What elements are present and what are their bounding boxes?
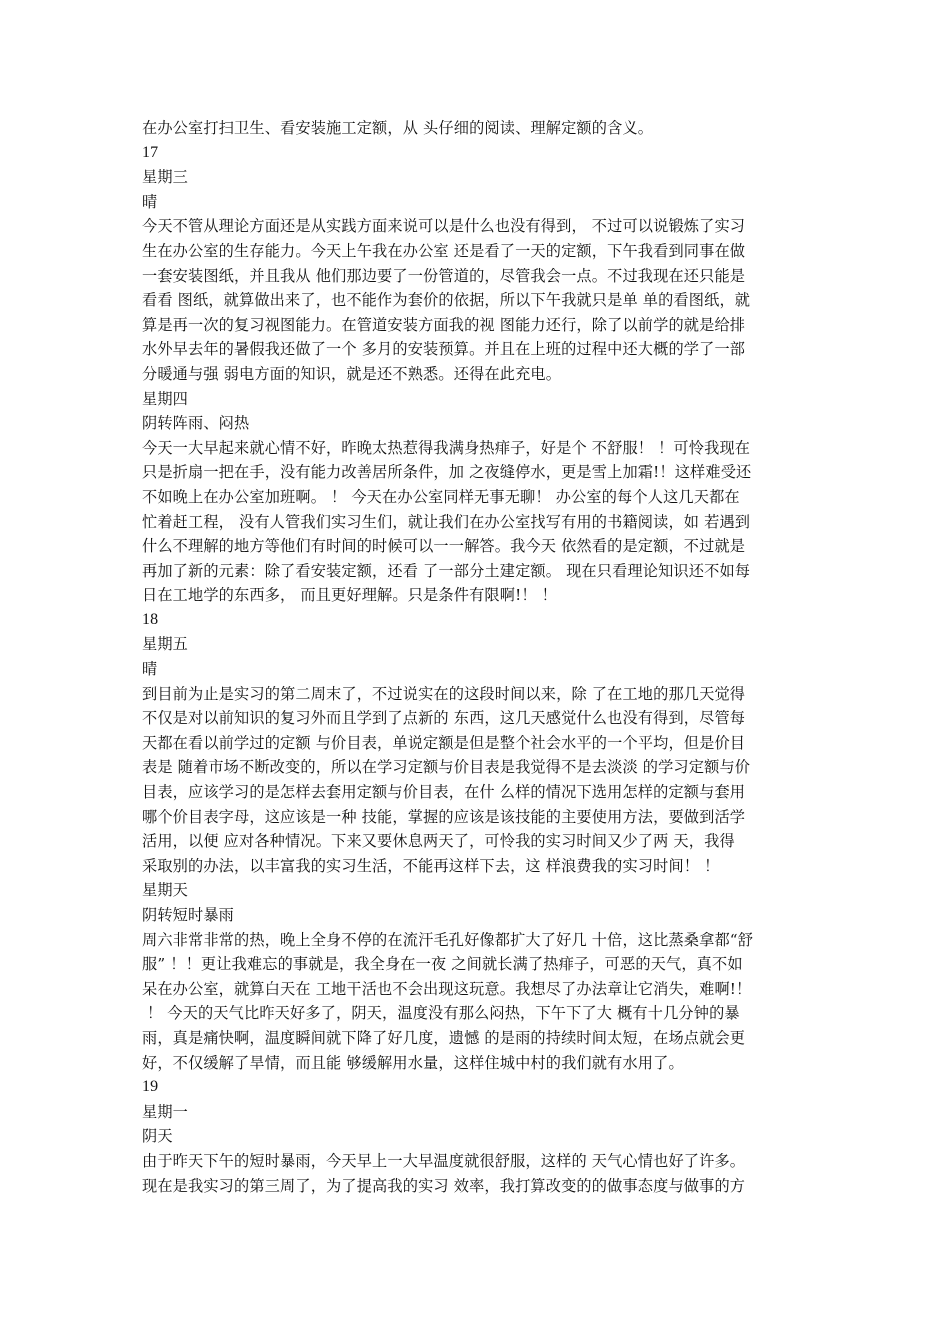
text-line: 哪个价目表字母，这应该是一种 技能，掌握的应该是该技能的主要使用方法，要做到活学 [142,807,746,826]
text-line: 周六非常非常的热，晚上全身不停的在流汗毛孔好像都扩大了好几 十倍，这比蒸桑拿都“舒 [142,930,754,949]
text-line: 看看 图纸，就算做出来了，也不能作为套价的依据，所以下午我就只是单 单的看图纸，就 [142,291,751,310]
date-number: 17 [142,143,159,161]
text-line: 今天一大早起来就心情不好，昨晚太热惹得我满身热痱子，好是个 不舒服！ ！可怜我现在 [142,438,751,457]
text-line: 天都在看以前学过的定额 与价目表，单说定额是但是整个社会水平的一个平均，但是价目 [142,733,746,752]
text-line: 由于昨天下午的短时暴雨，今天早上一大早温度就很舒服，这样的 天气心情也好了许多。 [142,1151,746,1170]
document-page [142,116,812,1198]
date-number: 18 [142,610,159,628]
weather-label: 阴转阵雨、闷热 [142,414,250,433]
text-line: 服” ！！更让我难忘的事就是，我全身在一夜 之间就长满了热痱子，可恶的天气，真不如 [142,955,743,974]
text-line: 雨，真是痛快啊，温度瞬间就下降了好几度，遗憾 的是雨的持续时间太短，在场点就会更 [142,1028,746,1047]
text-line: 算是再一次的复习视图能力。在管道安装方面我的视 图能力还行，除了以前学的就是给排 [142,315,746,334]
weather-label: 阴转短时暴雨 [142,906,235,924]
weather-label: 阴天 [142,1127,173,1146]
weather-label: 晴 [142,192,158,211]
text-line: 不仅是对以前知识的复习外而且学到了点新的 东西，这几天感觉什么也没有得到，尽管每 [142,709,746,728]
weather-label: 晴 [142,660,158,679]
text-line: 到目前为止是实习的第二周末了，不过说实在的这段时间以来，除 了在工地的那几天觉得 [142,684,746,703]
text-line: ！ 今天的天气比昨天好多了，阴天，温度没有那么闷热，下午下了大 概有十几分钟的暴 [142,1004,740,1023]
text-line: 再加了新的元素：除了看安装定额，还看 了一部分土建定额。 现在只看理论知识还不如每 [142,561,751,580]
text-line: 今天不管从理论方面还是从实践方面来说可以是什么也没有得到， 不过可以说锻炼了实习 [142,217,746,236]
text-line: 目表，应该学习的是怎样去套用定额与价目表，在什 么样的情况下选用怎样的定额与套用 [142,783,746,802]
text-line: 分暖通与强 弱电方面的知识，就是还不熟悉。还得在此充电。 [142,364,562,383]
text-line: 水外早去年的暑假我还做了一个 多月的安装预算。并且在上班的过程中还大概的学了一部 [142,340,746,359]
text-line: 好，不仅缓解了旱情，而且能 够缓解用水量，这样住城中村的我们就有水用了。 [142,1053,684,1072]
weekday-heading: 星期一 [142,1102,189,1121]
text-line: 日在工地学的东西多， 而且更好理解。只是条件有限啊!！ ！ [142,586,557,605]
text-line: 什么不理解的地方等他们有时间的时候可以一一解答。我今天 依然看的是定额，不过就是 [142,537,746,556]
text-line: 生在办公室的生存能力。今天上午我在办公室 还是看了一天的定额，下午我看到同事在做 [142,241,746,260]
text-line: 呆在办公室，就算白天在 工地干活也不会出现这玩意。我想尽了办法章让它消失，难啊!！ [142,979,752,998]
text-line: 一套安装图纸，并且我从 他们那边要了一份管道的，尽管我会一点。不过我现在还只能是 [142,266,746,285]
weekday-heading: 星期三 [142,168,189,187]
text-line: 活用，以便 应对各种情况。下来又要休息两天了，可怜我的实习时间又少了两 天，我得 [142,832,735,851]
date-number: 19 [142,1078,159,1096]
weekday-heading: 星期五 [142,635,189,654]
text-line: 忙着赶工程， 没有人管我们实习生们，就让我们在办公室找写有用的书籍阅读，如 若遇到 [142,512,751,531]
weekday-heading: 星期四 [142,389,189,408]
text-line: 采取别的办法，以丰富我的实习生活，不能再这样下去，这 样浪费我的实习时间！ ！ [142,856,720,875]
text-line: 现在是我实习的第三周了，为了提高我的实习 效率，我打算改变的的做事态度与做事的方 [142,1176,746,1195]
text-line: 表是 随着市场不断改变的，所以在学习定额与价目表是我觉得不是去淡淡 的学习定额与价 [142,758,751,777]
text-line: 不如晚上在办公室加班啊。 ！ 今天在办公室同样无事无聊！ 办公室的每个人这几天都在 [142,487,740,506]
text-line: 只是折扇一把在手，没有能力改善居所条件，加 之夜缝停水，更是雪上加霜!！这样难受还 [142,463,752,482]
weekday-heading: 星期天 [142,881,189,900]
text-line: 在办公室打扫卫生、看安装施工定额，从 头仔细的阅读、理解定额的含义。 [142,119,654,137]
